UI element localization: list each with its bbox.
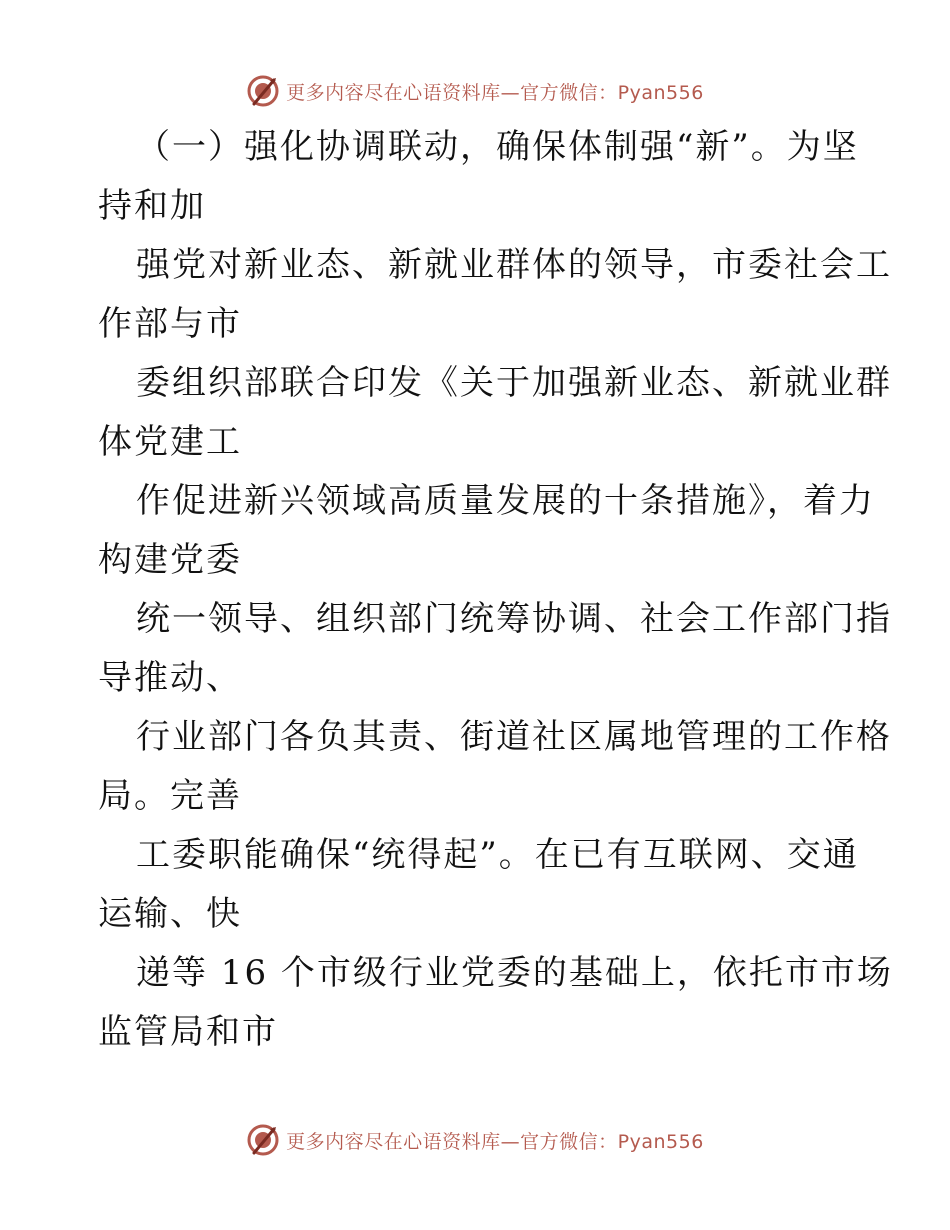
watermark-text: 更多内容尽在心语资料库—官方微信：Pyan556 xyxy=(286,1130,704,1153)
text-line: 强党对新业态、新就业群体的领导，市委社会工 xyxy=(136,245,892,285)
text-line: 统一领导、组织部门统筹协调、社会工作部门指 xyxy=(136,599,892,639)
watermark-text: 更多内容尽在心语资料库—官方微信：Pyan556 xyxy=(286,81,704,104)
text-line: 导推动、 xyxy=(98,658,242,698)
text-line: 监管局和市 xyxy=(98,1012,278,1052)
text-line: 持和加 xyxy=(98,186,206,226)
quill-seal-icon xyxy=(246,1123,280,1157)
text-line: 局。完善 xyxy=(98,776,242,816)
text-line: 委组织部联合印发《关于加强新业态、新就业群 xyxy=(136,363,892,403)
quill-seal-icon xyxy=(246,74,280,108)
watermark-header xyxy=(0,71,950,111)
text-line: 运输、快 xyxy=(98,894,242,934)
text-line: 行业部门各负其责、街道社区属地管理的工作格 xyxy=(136,717,892,757)
document-body xyxy=(98,118,893,1062)
text-line: 作部与市 xyxy=(98,304,242,344)
text-line: （一）强化协调联动，确保体制强“新”。为坚 xyxy=(136,127,859,167)
text-line: 工委职能确保“统得起”。在已有互联网、交通 xyxy=(136,835,859,875)
text-line: 递等 16 个市级行业党委的基础上，依托市市场 xyxy=(136,953,893,993)
watermark-footer xyxy=(0,1120,950,1160)
text-line: 体党建工 xyxy=(98,422,242,462)
text-line: 作促进新兴领域高质量发展的十条措施》，着力 xyxy=(136,481,875,521)
text-line: 构建党委 xyxy=(98,540,242,580)
